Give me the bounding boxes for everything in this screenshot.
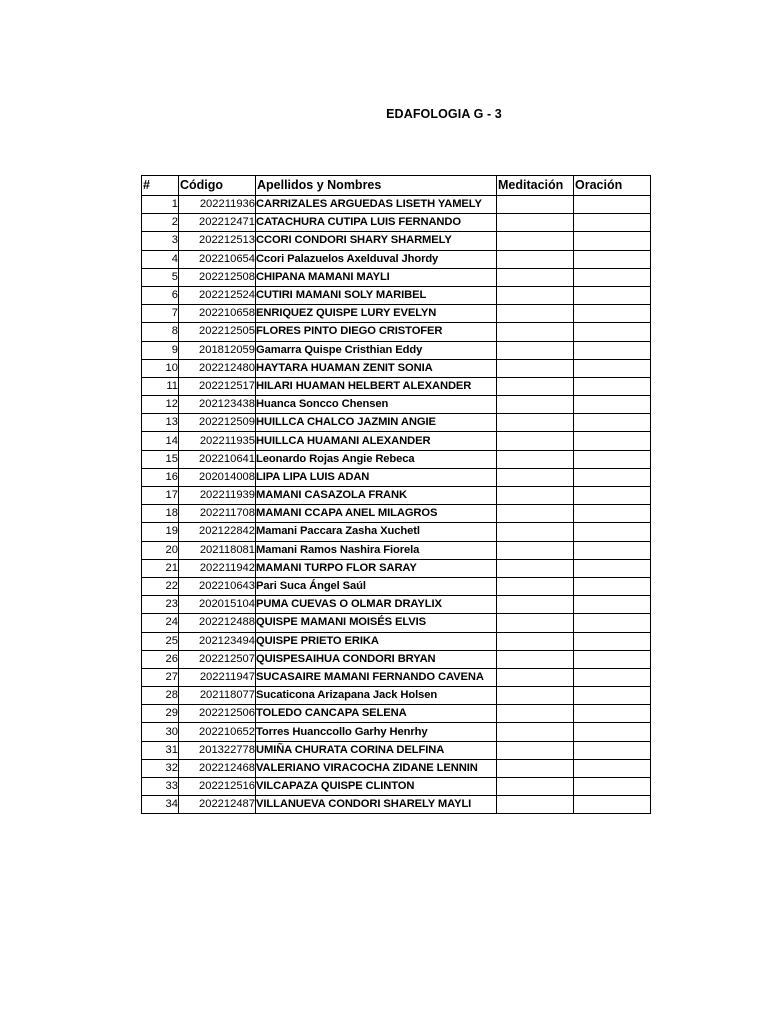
student-name-cell: HAYTARA HUAMAN ZENIT SONIA — [256, 359, 497, 377]
table-row — [142, 396, 651, 414]
table-row — [142, 468, 651, 486]
row-number-cell: 19 — [142, 523, 179, 541]
student-code-cell: 202212480 — [179, 359, 256, 377]
meditacion-cell — [497, 650, 574, 668]
student-name-cell: Huanca Soncco Chensen — [256, 396, 497, 414]
meditacion-cell — [497, 396, 574, 414]
oracion-cell — [574, 468, 651, 486]
table-row — [142, 505, 651, 523]
student-code-cell: 202015104 — [179, 596, 256, 614]
oracion-cell — [574, 250, 651, 268]
student-name-cell: QUISPESAIHUA CONDORI BRYAN — [256, 650, 497, 668]
student-code-cell: 202212508 — [179, 268, 256, 286]
table-row — [142, 286, 651, 304]
oracion-cell — [574, 778, 651, 796]
meditacion-cell — [497, 487, 574, 505]
student-roster-table — [141, 175, 651, 814]
oracion-cell — [574, 286, 651, 304]
student-code-cell: 202212488 — [179, 614, 256, 632]
row-number-cell: 2 — [142, 214, 179, 232]
student-name-cell: CATACHURA CUTIPA LUIS FERNANDO — [256, 214, 497, 232]
student-code-cell: 202211936 — [179, 196, 256, 214]
table-row — [142, 450, 651, 468]
oracion-cell — [574, 396, 651, 414]
student-name-cell: Pari Suca Ángel Saúl — [256, 577, 497, 595]
page-title: EDAFOLOGIA G - 3 — [386, 107, 502, 121]
student-code-cell: 202212506 — [179, 705, 256, 723]
meditacion-cell — [497, 468, 574, 486]
oracion-cell — [574, 359, 651, 377]
student-code-cell: 202212468 — [179, 759, 256, 777]
oracion-cell — [574, 505, 651, 523]
student-code-cell: 201812059 — [179, 341, 256, 359]
column-header-name: Apellidos y Nombres — [256, 176, 497, 196]
table-row — [142, 341, 651, 359]
table-row — [142, 778, 651, 796]
row-number-cell: 30 — [142, 723, 179, 741]
student-name-cell: Mamani Ramos Nashira Fiorela — [256, 541, 497, 559]
student-code-cell: 202123494 — [179, 632, 256, 650]
meditacion-cell — [497, 687, 574, 705]
table-row — [142, 250, 651, 268]
student-name-cell: CARRIZALES ARGUEDAS LISETH YAMELY — [256, 196, 497, 214]
row-number-cell: 22 — [142, 577, 179, 595]
student-name-cell: LIPA LIPA LUIS ADAN — [256, 468, 497, 486]
meditacion-cell — [497, 668, 574, 686]
meditacion-cell — [497, 323, 574, 341]
meditacion-cell — [497, 505, 574, 523]
oracion-cell — [574, 650, 651, 668]
row-number-cell: 15 — [142, 450, 179, 468]
meditacion-cell — [497, 596, 574, 614]
table-body — [142, 196, 651, 814]
meditacion-cell — [497, 723, 574, 741]
student-code-cell: 202212517 — [179, 377, 256, 395]
student-code-cell: 202210643 — [179, 577, 256, 595]
meditacion-cell — [497, 759, 574, 777]
row-number-cell: 9 — [142, 341, 179, 359]
student-name-cell: HUILLCA HUAMANI ALEXANDER — [256, 432, 497, 450]
row-number-cell: 33 — [142, 778, 179, 796]
student-name-cell: Mamani Paccara Zasha Xuchetl — [256, 523, 497, 541]
student-code-cell: 202210654 — [179, 250, 256, 268]
table-row — [142, 632, 651, 650]
column-header-number: # — [142, 176, 179, 196]
row-number-cell: 12 — [142, 396, 179, 414]
student-code-cell: 202212471 — [179, 214, 256, 232]
meditacion-cell — [497, 778, 574, 796]
student-code-cell: 202212509 — [179, 414, 256, 432]
oracion-cell — [574, 796, 651, 814]
meditacion-cell — [497, 705, 574, 723]
row-number-cell: 5 — [142, 268, 179, 286]
student-name-cell: VILCAPAZA QUISPE CLINTON — [256, 778, 497, 796]
meditacion-cell — [497, 523, 574, 541]
table-row — [142, 759, 651, 777]
table-row — [142, 741, 651, 759]
table-row — [142, 596, 651, 614]
meditacion-cell — [497, 614, 574, 632]
row-number-cell: 6 — [142, 286, 179, 304]
student-code-cell: 202210658 — [179, 305, 256, 323]
oracion-cell — [574, 614, 651, 632]
meditacion-cell — [497, 305, 574, 323]
table-row — [142, 541, 651, 559]
student-code-cell: 202212505 — [179, 323, 256, 341]
table-row — [142, 705, 651, 723]
table-row — [142, 359, 651, 377]
oracion-cell — [574, 705, 651, 723]
meditacion-cell — [497, 450, 574, 468]
student-name-cell: PUMA CUEVAS O OLMAR DRAYLIX — [256, 596, 497, 614]
student-name-cell: MAMANI CCAPA ANEL MILAGROS — [256, 505, 497, 523]
row-number-cell: 32 — [142, 759, 179, 777]
oracion-cell — [574, 541, 651, 559]
table-row — [142, 723, 651, 741]
row-number-cell: 13 — [142, 414, 179, 432]
student-code-cell: 202212513 — [179, 232, 256, 250]
row-number-cell: 10 — [142, 359, 179, 377]
oracion-cell — [574, 559, 651, 577]
student-name-cell: HILARI HUAMAN HELBERT ALEXANDER — [256, 377, 497, 395]
row-number-cell: 23 — [142, 596, 179, 614]
student-code-cell: 202014008 — [179, 468, 256, 486]
table-row — [142, 214, 651, 232]
meditacion-cell — [497, 268, 574, 286]
student-code-cell: 202123438 — [179, 396, 256, 414]
row-number-cell: 26 — [142, 650, 179, 668]
student-name-cell: Ccori Palazuelos Axelduval Jhordy — [256, 250, 497, 268]
table-row — [142, 305, 651, 323]
meditacion-cell — [497, 741, 574, 759]
student-code-cell: 202118077 — [179, 687, 256, 705]
table-row — [142, 414, 651, 432]
student-name-cell: MAMANI CASAZOLA FRANK — [256, 487, 497, 505]
meditacion-cell — [497, 796, 574, 814]
student-name-cell: MAMANI TURPO FLOR SARAY — [256, 559, 497, 577]
oracion-cell — [574, 577, 651, 595]
meditacion-cell — [497, 541, 574, 559]
row-number-cell: 27 — [142, 668, 179, 686]
meditacion-cell — [497, 377, 574, 395]
student-name-cell: UMIÑA CHURATA CORINA DELFINA — [256, 741, 497, 759]
student-code-cell: 202211935 — [179, 432, 256, 450]
student-name-cell: ENRIQUEZ QUISPE LURY EVELYN — [256, 305, 497, 323]
table-row — [142, 487, 651, 505]
row-number-cell: 8 — [142, 323, 179, 341]
meditacion-cell — [497, 414, 574, 432]
oracion-cell — [574, 414, 651, 432]
student-code-cell: 202210641 — [179, 450, 256, 468]
student-name-cell: HUILLCA CHALCO JAZMIN ANGIE — [256, 414, 497, 432]
student-name-cell: SUCASAIRE MAMANI FERNANDO CAVENA — [256, 668, 497, 686]
meditacion-cell — [497, 250, 574, 268]
oracion-cell — [574, 487, 651, 505]
student-name-cell: QUISPE MAMANI MOISÉS ELVIS — [256, 614, 497, 632]
meditacion-cell — [497, 196, 574, 214]
student-code-cell: 202211947 — [179, 668, 256, 686]
student-code-cell: 202212524 — [179, 286, 256, 304]
student-name-cell: Leonardo Rojas Angie Rebeca — [256, 450, 497, 468]
oracion-cell — [574, 341, 651, 359]
oracion-cell — [574, 759, 651, 777]
row-number-cell: 20 — [142, 541, 179, 559]
oracion-cell — [574, 450, 651, 468]
oracion-cell — [574, 668, 651, 686]
table-row — [142, 523, 651, 541]
meditacion-cell — [497, 286, 574, 304]
row-number-cell: 24 — [142, 614, 179, 632]
student-code-cell: 202211708 — [179, 505, 256, 523]
student-name-cell: QUISPE PRIETO ERIKA — [256, 632, 497, 650]
meditacion-cell — [497, 432, 574, 450]
oracion-cell — [574, 523, 651, 541]
oracion-cell — [574, 232, 651, 250]
oracion-cell — [574, 377, 651, 395]
table-row — [142, 614, 651, 632]
table-row — [142, 650, 651, 668]
student-name-cell: CHIPANA MAMANI MAYLI — [256, 268, 497, 286]
student-name-cell: FLORES PINTO DIEGO CRISTOFER — [256, 323, 497, 341]
student-code-cell: 202212487 — [179, 796, 256, 814]
oracion-cell — [574, 196, 651, 214]
student-name-cell: TOLEDO CANCAPA SELENA — [256, 705, 497, 723]
row-number-cell: 18 — [142, 505, 179, 523]
oracion-cell — [574, 305, 651, 323]
oracion-cell — [574, 741, 651, 759]
column-header-meditacion: Meditación — [497, 176, 574, 196]
meditacion-cell — [497, 214, 574, 232]
student-name-cell: Torres Huanccollo Garhy Henrhy — [256, 723, 497, 741]
table-row — [142, 796, 651, 814]
table-row — [142, 687, 651, 705]
meditacion-cell — [497, 632, 574, 650]
table-row — [142, 559, 651, 577]
row-number-cell: 28 — [142, 687, 179, 705]
oracion-cell — [574, 432, 651, 450]
meditacion-cell — [497, 232, 574, 250]
row-number-cell: 21 — [142, 559, 179, 577]
student-name-cell: Sucaticona Arizapana Jack Holsen — [256, 687, 497, 705]
meditacion-cell — [497, 359, 574, 377]
oracion-cell — [574, 632, 651, 650]
student-code-cell: 202211942 — [179, 559, 256, 577]
student-code-cell: 202122842 — [179, 523, 256, 541]
row-number-cell: 31 — [142, 741, 179, 759]
student-code-cell: 202211939 — [179, 487, 256, 505]
student-code-cell: 202118081 — [179, 541, 256, 559]
table-row — [142, 268, 651, 286]
oracion-cell — [574, 323, 651, 341]
row-number-cell: 29 — [142, 705, 179, 723]
student-code-cell: 202210652 — [179, 723, 256, 741]
row-number-cell: 3 — [142, 232, 179, 250]
student-name-cell: VILLANUEVA CONDORI SHARELY MAYLI — [256, 796, 497, 814]
column-header-code: Código — [179, 176, 256, 196]
row-number-cell: 14 — [142, 432, 179, 450]
student-code-cell: 202212507 — [179, 650, 256, 668]
row-number-cell: 25 — [142, 632, 179, 650]
row-number-cell: 16 — [142, 468, 179, 486]
oracion-cell — [574, 596, 651, 614]
table-row — [142, 232, 651, 250]
meditacion-cell — [497, 341, 574, 359]
meditacion-cell — [497, 559, 574, 577]
row-number-cell: 1 — [142, 196, 179, 214]
row-number-cell: 11 — [142, 377, 179, 395]
student-code-cell: 201322778 — [179, 741, 256, 759]
student-name-cell: CUTIRI MAMANI SOLY MARIBEL — [256, 286, 497, 304]
row-number-cell: 7 — [142, 305, 179, 323]
table-row — [142, 432, 651, 450]
oracion-cell — [574, 214, 651, 232]
table-header-row — [142, 176, 651, 196]
row-number-cell: 34 — [142, 796, 179, 814]
table-row — [142, 196, 651, 214]
row-number-cell: 17 — [142, 487, 179, 505]
table-row — [142, 377, 651, 395]
meditacion-cell — [497, 577, 574, 595]
student-name-cell: Gamarra Quispe Cristhian Eddy — [256, 341, 497, 359]
student-code-cell: 202212516 — [179, 778, 256, 796]
student-name-cell: VALERIANO VIRACOCHA ZIDANE LENNIN — [256, 759, 497, 777]
oracion-cell — [574, 268, 651, 286]
column-header-oracion: Oración — [574, 176, 651, 196]
oracion-cell — [574, 687, 651, 705]
student-name-cell: CCORI CONDORI SHARY SHARMELY — [256, 232, 497, 250]
table-row — [142, 323, 651, 341]
table-row — [142, 577, 651, 595]
row-number-cell: 4 — [142, 250, 179, 268]
oracion-cell — [574, 723, 651, 741]
table-row — [142, 668, 651, 686]
